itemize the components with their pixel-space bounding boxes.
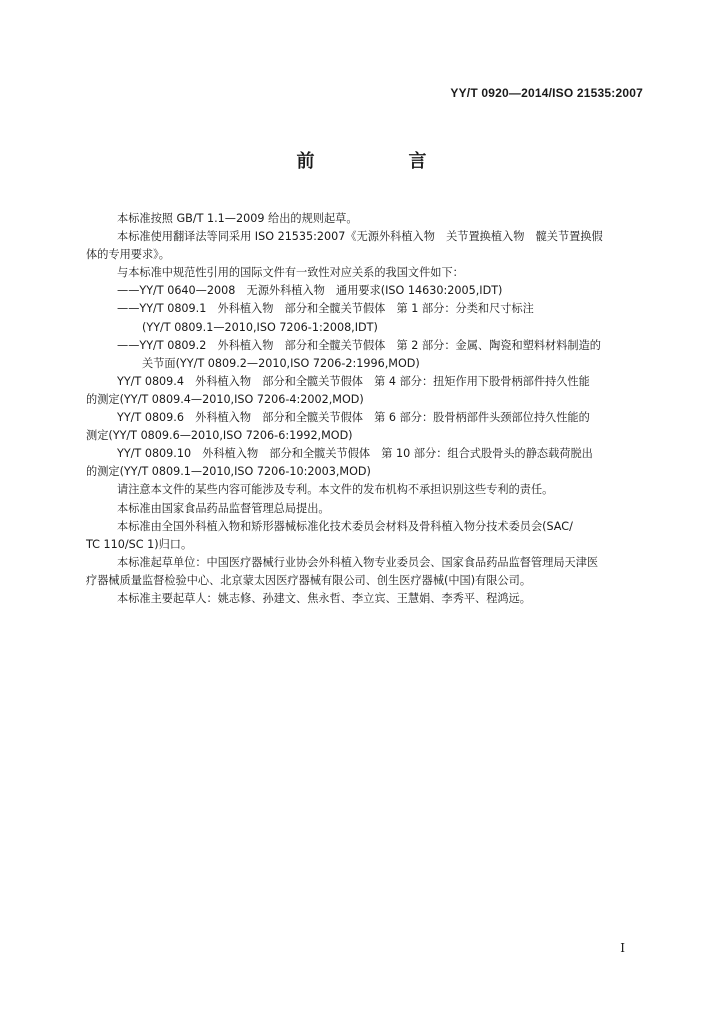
text-line: YY/T 0809.10 外科植入物 部分和全髋关节假体 第 10 部分：组合式股骨头的静态载荷脱出 — [117, 447, 593, 461]
text-line: 关节面(YY/T 0809.2—2010,ISO 7206-2:1996,MOD) — [142, 356, 420, 370]
text-line: (YY/T 0809.1—2010,ISO 7206-1:2008,IDT) — [142, 320, 378, 334]
text-line: ——YY/T 0809.2 外科植入物 部分和全髋关节假体 第 2 部分：金属、陶瓷和塑料材料制造的 — [117, 338, 601, 352]
text-line: 本标准按照 GB/T 1.1—2009 给出的规则起草。 — [117, 212, 358, 225]
text-line: 疗器械质量监督检验中心、北京蒙太因医疗器械有限公司、创生医疗器械(中国)有限公司。 — [86, 573, 532, 587]
foreword-body — [86, 210, 644, 608]
text-line: TC 110/SC 1)归口。 — [86, 537, 193, 551]
text-line: 本标准主要起草人：姚志修、孙建文、焦永哲、李立宾、王慧娟、李秀平、程鸿远。 — [117, 591, 531, 605]
text-line: 本标准由全国外科植入物和矫形器械标准化技术委员会材料及骨科植入物分技术委员会(SAC/ — [117, 519, 573, 533]
page-number: I — [620, 941, 625, 955]
text-line: 请注意本文件的某些内容可能涉及专利。本文件的发布机构不承担识别这些专利的责任。 — [117, 483, 554, 497]
page-title: 前 言 — [296, 151, 465, 172]
text-line: 本标准起草单位：中国医疗器械行业协会外科植入物专业委员会、国家食品药品监督管理局天津医 — [117, 555, 599, 569]
text-line: 体的专用要求》。 — [86, 248, 170, 262]
text-line: 本标准由国家食品药品监督管理总局提出。 — [117, 501, 330, 515]
text-line: YY/T 0809.4 外科植入物 部分和全髋关节假体 第 4 部分：扭矩作用下股骨柄部件持久性能 — [117, 374, 590, 388]
text-line: 的测定(YY/T 0809.4—2010,ISO 7206-4:2002,MOD) — [86, 392, 364, 406]
text-line: 的测定(YY/T 0809.1—2010,ISO 7206-10:2003,MOD) — [86, 465, 371, 479]
text-line: 与本标准中规范性引用的国际文件有一致性对应关系的我国文件如下： — [117, 266, 464, 280]
text-line: 本标准使用翻译法等同采用 ISO 21535:2007《无源外科植入物 关节置换植入物 髋关节置换假 — [117, 230, 603, 244]
text-line: YY/T 0809.6 外科植入物 部分和全髋关节假体 第 6 部分：股骨柄部件头颈部位持久性能的 — [117, 411, 590, 425]
standard-code-header: YY/T 0920—2014/ISO 21535:2007 — [450, 86, 643, 100]
text-line: ——YY/T 0640—2008 无源外科植入物 通用要求(ISO 14630:2005,IDT) — [117, 284, 503, 298]
text-line: 测定(YY/T 0809.6—2010,ISO 7206-6:1992,MOD) — [86, 429, 353, 443]
text-line: ——YY/T 0809.1 外科植入物 部分和全髋关节假体 第 1 部分：分类和尺寸标注 — [117, 302, 534, 316]
